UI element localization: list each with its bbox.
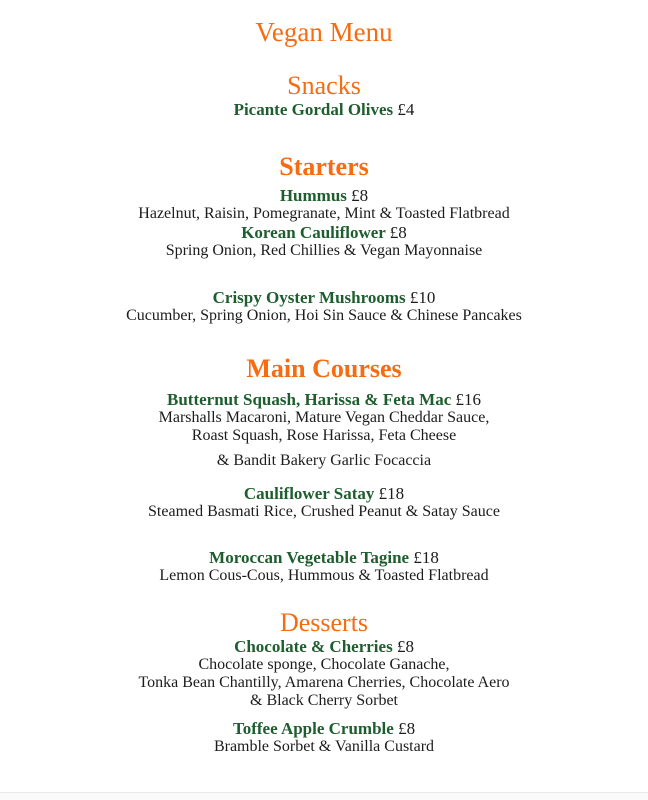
page-edge-divider — [0, 792, 648, 800]
item-name-text: Butternut Squash, Harissa & Feta Mac — [166, 390, 452, 409]
item-price: £10 — [409, 288, 436, 307]
item-price: £8 — [396, 637, 414, 656]
section-heading-main-courses: Main Courses — [246, 354, 402, 383]
item-name-text: Toffee Apple Crumble — [232, 719, 394, 738]
menu-item-desc: Steamed Basmati Rice, Crushed Peanut & Satay Sauce — [148, 503, 500, 520]
menu-item-desc: Lemon Cous-Cous, Hummous & Toasted Flatbread — [159, 567, 489, 584]
menu-item-desc: Tonka Bean Chantilly, Amarena Cherries, Chocolate Aero — [138, 674, 510, 691]
item-price: £8 — [351, 186, 369, 205]
menu-item-name — [0, 390, 648, 409]
item-name-text: Moroccan Vegetable Tagine — [209, 548, 410, 567]
menu-item-name — [0, 484, 648, 503]
item-price: £8 — [389, 223, 407, 242]
menu-item-name — [0, 100, 648, 119]
menu-item-name — [0, 186, 648, 205]
item-name-text: Cauliflower Satay — [243, 484, 375, 503]
menu-item-name — [0, 548, 648, 567]
item-price: £18 — [378, 484, 405, 503]
menu-item-name — [0, 288, 648, 307]
page-title: Vegan Menu — [255, 17, 393, 47]
item-name-text: Crispy Oyster Mushrooms — [212, 288, 406, 307]
section-heading-starters: Starters — [279, 152, 369, 181]
item-name-text: Hummus — [279, 186, 347, 205]
menu-item-desc: Roast Squash, Rose Harissa, Feta Cheese — [191, 427, 457, 444]
menu-item-name — [0, 637, 648, 656]
item-name-text: Picante Gordal Olives — [233, 100, 394, 119]
section-heading-desserts: Desserts — [279, 608, 369, 637]
menu-item-desc: Cucumber, Spring Onion, Hoi Sin Sauce & Chinese Pancakes — [126, 307, 522, 324]
item-price: £4 — [397, 100, 415, 119]
item-name-text: Korean Cauliflower — [241, 223, 386, 242]
menu-item-desc: Chocolate sponge, Chocolate Ganache, — [198, 656, 450, 673]
section-heading-snacks: Snacks — [287, 71, 361, 100]
menu-item-name — [0, 223, 648, 242]
item-price: £16 — [455, 390, 482, 409]
menu-item-name — [0, 719, 648, 738]
menu-item-desc: & Black Cherry Sorbet — [250, 692, 398, 709]
menu-item-desc: Hazelnut, Raisin, Pomegranate, Mint & Toasted Flatbread — [138, 205, 510, 222]
menu-item-desc: Bramble Sorbet & Vanilla Custard — [213, 738, 435, 755]
menu-item-desc: & Bandit Bakery Garlic Focaccia — [216, 452, 432, 469]
menu-item-desc: Marshalls Macaroni, Mature Vegan Cheddar Sauce, — [158, 409, 490, 426]
item-name-text: Chocolate & Cherries — [234, 637, 393, 656]
item-price: £18 — [413, 548, 439, 567]
item-price: £8 — [398, 719, 416, 738]
menu-item-desc: Spring Onion, Red Chillies & Vegan Mayonnaise — [165, 242, 483, 259]
